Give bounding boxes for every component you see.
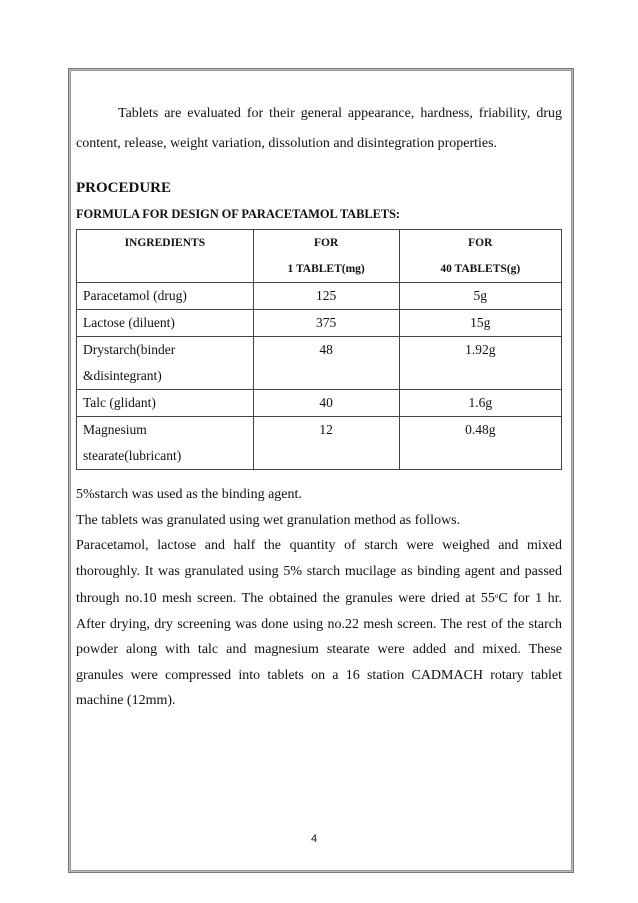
per-40-cell: 1.6g (399, 390, 561, 417)
table-row (77, 390, 562, 417)
ingredient-cell (77, 283, 254, 310)
per-40-cell: 0.48g (399, 417, 561, 470)
per-tablet-cell: 40 (253, 390, 399, 417)
ingredient-cell (77, 310, 254, 337)
ingredient-name: Paracetamol (drug) (83, 288, 187, 303)
per-tablet-cell: 125 (253, 283, 399, 310)
procedure-heading: PROCEDURE (76, 180, 172, 196)
table-row (77, 417, 562, 470)
formula-subheading: FORMULA FOR DESIGN OF PARACETAMOL TABLETS: (76, 207, 400, 221)
formula-table (76, 229, 562, 470)
per-40-cell: 5g (399, 283, 561, 310)
per-tablet-cell: 12 (253, 417, 399, 470)
per-40-cell: 15g (399, 310, 561, 337)
per-tablet-cell: 375 (253, 310, 399, 337)
procedure-body (76, 482, 562, 714)
header-per-tablet-line2: 1 TABLET(mg) (287, 263, 365, 275)
per-40-cell: 1.92g (399, 337, 561, 390)
header-per-tablet-line1: FOR (314, 237, 339, 249)
ingredient-cell (77, 390, 254, 417)
table-row (77, 337, 562, 390)
granulation-line: The tablets was granulated using wet granulation method as follows. (76, 512, 461, 528)
procedure-text-b: C for 1 hr. After drying, dry screening was done using no.22 mesh screen. The rest of the starch powder along with talc and magnesium stearate were added and mixed. These granules were compressed into tablets on a 16 station CADMACH rotary tablet machine (12mm). (76, 591, 562, 708)
table-row (77, 283, 562, 310)
ingredient-name: Talc (glidant) (83, 395, 156, 410)
degree-mark: o (494, 592, 499, 600)
table-header-row (77, 230, 562, 283)
header-per-40 (399, 230, 561, 283)
binding-agent-line: 5%starch was used as the binding agent. (76, 487, 302, 502)
intro-text: Tablets are evaluated for their general appearance, hardness, friability, drug content, release, weight variation, dissolution and disintegration properties. (76, 106, 562, 151)
ingredient-cell (77, 417, 254, 470)
header-ingredients (77, 230, 254, 283)
ingredient-name-cont: stearate(lubricant) (83, 448, 182, 463)
ingredient-name-cont: &disintegrant) (83, 368, 162, 383)
header-per-tablet (253, 230, 399, 283)
table-row (77, 310, 562, 337)
procedure-text-a: Paracetamol, lactose and half the quantity of starch were weighed and mixed thoroughly. It was granulated using 5% starch mucilage as binding agent and passed through no.10 mesh screen. The obtained the granules were dried at 55 (76, 538, 562, 606)
ingredient-name: Magnesium (83, 422, 147, 437)
page-number: 4 (311, 833, 318, 845)
intro-paragraph (76, 99, 562, 159)
header-per-40-line1: FOR (468, 237, 493, 249)
header-ingredients-text: INGREDIENTS (124, 237, 206, 249)
header-per-40-line2: 40 TABLETS(g) (440, 263, 521, 275)
procedure-paragraph (76, 538, 562, 708)
ingredient-name: Drystarch(binder (83, 342, 176, 357)
ingredient-cell (77, 337, 254, 390)
ingredient-name: Lactose (diluent) (83, 315, 175, 330)
per-tablet-cell: 48 (253, 337, 399, 390)
